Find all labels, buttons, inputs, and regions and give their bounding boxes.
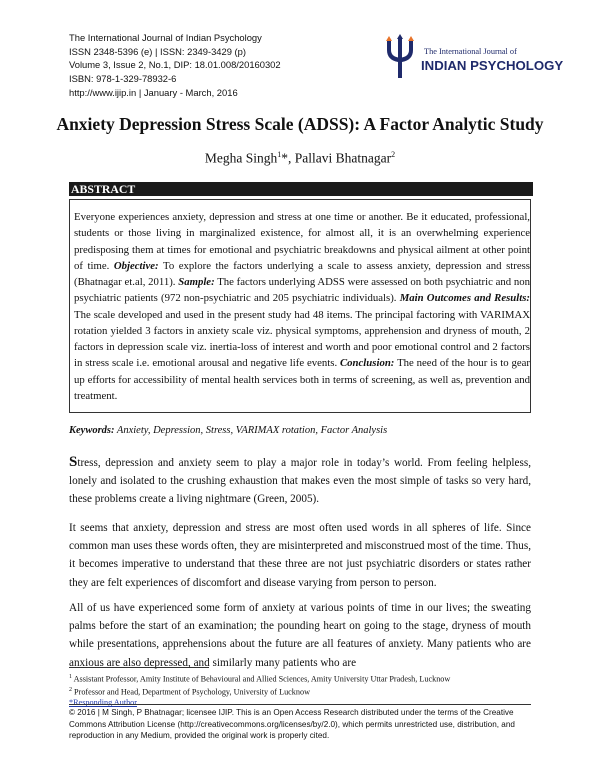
keywords-label: Keywords: [69,425,115,436]
journal-isbn: ISBN: 978-1-329-78932-6 [69,73,177,85]
journal-logo [384,34,564,80]
sample-text: The factors underlying ADSS were assessed on both psychiatric and non psychiatric patients (972 non-psychiatric and 205 psychiatric individuals). [74,276,530,305]
author-name: Megha Singh [204,150,278,166]
body-paragraph: It seems that anxiety, depression and stress are most often used words in all spheres of life. Since common man uses these words often, they are misinterpreted and misconstrued most of the time. Thus, it becomes imperative to understand that these three are not just psychiatric disorders or states rather they are felt experiences of discomfort and disease varying from person to person. [69,522,531,589]
journal-volume: Volume 3, Issue 2, No.1, DIP: 18.01.008/20160302 [69,59,281,71]
author-affiliation-mark: 1 [277,150,282,159]
keywords-text: Anxiety, Depression, Stress, VARIMAX rotation, Factor Analysis [114,425,388,436]
abstract-text [74,209,530,404]
corresponding-mark: * [281,150,288,166]
paragraph-text: tress, depression and anxiety seem to play a major role in today’s world. From feeling helpless, lonely and isolated to the crushing exhaustion that makes even the most simple of tasks so very hard, these problems create a living nightmare (Green, 2005). [69,457,531,506]
author-affiliation-mark: 2 [391,150,396,159]
paper-title: Anxiety Depression Stress Scale (ADSS): A Factor Analytic Study [56,114,544,134]
author-name: Pallavi Bhatnagar [294,150,392,166]
footnote-number: 1 [69,674,72,680]
abstract-heading: ABSTRACT [69,182,533,196]
objective-text: To explore the factors underlying a scale to assess anxiety, depression and stress (Bhatnagar et.al, 2011). [74,259,530,288]
abstract-intro: Everyone experiences anxiety, depression and stress at one time or another. Be it educated, professional, students or those living in marginalized existence, for almost all, it is an overwhelming experience predisposing them at times for emotional and psychiatric breakdowns and physical ailment at other point of time. [74,211,530,272]
responding-author-link[interactable]: *Responding Author [69,698,138,708]
drop-cap: S [69,454,78,470]
footnote-divider [69,667,209,668]
logo-small-text: The International Journal of [424,47,517,56]
footnote-text: Assistant Professor, Amity Institute of Behavioural and Allied Sciences, Amity University Uttar Pradesh, Lucknow [72,674,451,684]
results-label: Main Outcomes and Results: [399,292,530,305]
journal-issn: ISSN 2348-5396 (e) | ISSN: 2349-3429 (p) [69,45,247,57]
body-paragraph [69,453,531,509]
journal-url-date: http://www.ijip.in | January - March, 2016 [69,86,238,98]
author-line [0,150,600,167]
objective-label: Objective: [113,259,159,272]
logo-big-text: INDIAN PSYCHOLOGY [421,58,564,73]
body-paragraph: All of us have experienced some form of anxiety at various points of time in our lives; the sweating palms before the start of an examination; the pounding heart on going to the stage, dryness of mouth while presentations, apprehensions about the future are all features of anxiety. Many patients who are anxious are also depressed, and similarly many patients who are [69,602,531,669]
license-text: © 2016 | M Singh, P Bhatnagar; licensee IJIP. This is an Open Access Research distributed under the terms of the Creative Commons Attribution License (http://creativecommons.org/licenses/by/2.0), which permits unrestricted use, distribution, and reproduction in any Medium, provided the original work is properly cited. [69,708,515,741]
footnote-text: Professor and Head, Department of Psychology, University of Lucknow [72,687,310,697]
footnote [69,672,531,685]
author-separator: , [288,150,295,166]
journal-header [69,31,369,100]
license-divider [69,704,531,705]
trident-psi-icon [384,34,416,80]
keywords [69,425,531,436]
journal-name: The International Journal of Indian Psychology [69,32,262,43]
footnote-number: 2 [69,687,72,694]
results-text: The scale developed and used in the present study had 48 items. The principal factoring with VARIMAX rotation yielded 3 factors in anxiety scale viz. physical symptoms, apprehension and dryness of mouth, 2 factors in depression scale viz. inertia-loss of interest and worth and poor emotional control and 2 factors in stress scale i.e. emotional arousal and negative life events. [74,308,530,370]
sample-label: Sample: [178,276,215,288]
conclusion-label: Conclusion: [340,357,395,370]
footnote [69,685,531,698]
conclusion-text: The need of the hour is to gear up efforts for accessibility of mental health services both in terms of screening, as well as, prevention and treatment. [74,357,530,402]
